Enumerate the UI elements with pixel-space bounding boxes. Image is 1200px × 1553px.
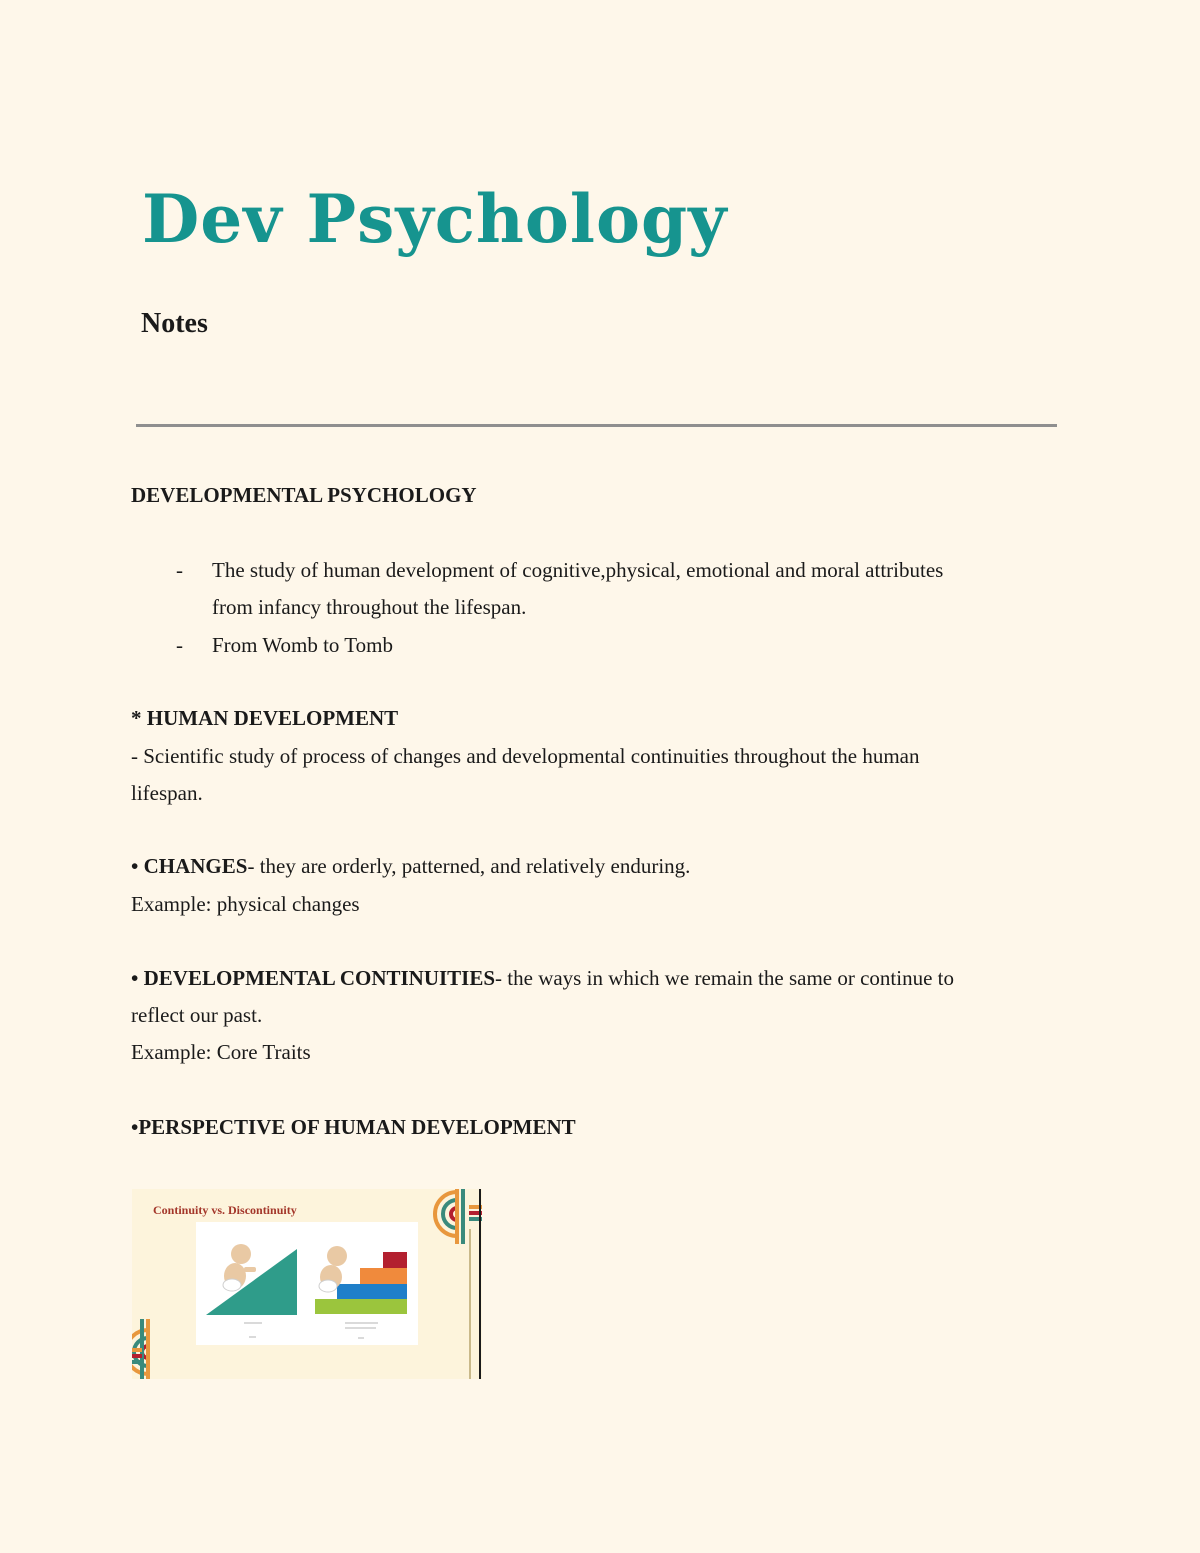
paragraph-line: reflect our past.	[131, 1003, 263, 1027]
changes-definition	[131, 848, 690, 885]
term-text: - the ways in which we remain the same or continue to	[495, 966, 954, 990]
example-line: Example: Core Traits	[131, 1040, 311, 1064]
term-label: • DEVELOPMENTAL CONTINUITIES	[131, 966, 496, 990]
document-title: Dev Psychology	[142, 180, 728, 258]
list-item-text-line: From Womb to Tomb	[212, 633, 394, 657]
list-dash: -	[176, 558, 183, 582]
continuities-definition	[131, 960, 954, 997]
paragraph-line: lifespan.	[131, 781, 203, 805]
list-item-text-line: from infancy throughout the lifespan.	[212, 595, 527, 619]
decorative-ornament-top	[435, 1189, 482, 1244]
stair-step-3	[360, 1268, 407, 1284]
example-line: Example: physical changes	[131, 892, 360, 916]
term-label: • CHANGES	[131, 854, 248, 878]
section-heading-developmental-psychology: DEVELOPMENTAL PSYCHOLOGY	[131, 483, 477, 507]
section-heading-perspective: •PERSPECTIVE OF HUMAN DEVELOPMENT	[131, 1115, 576, 1139]
paragraph-line: - Scientific study of process of changes and developmental continuities throughout the human	[131, 744, 920, 768]
section-heading-human-development: * HUMAN DEVELOPMENT	[131, 706, 399, 730]
term-text: - they are orderly, patterned, and relatively enduring.	[247, 854, 691, 878]
figure-title: Continuity vs. Discontinuity	[153, 1203, 297, 1217]
list-dash: -	[176, 633, 183, 657]
stair-step-4	[383, 1252, 407, 1268]
list-item-text-line: The study of human development of cognitive,physical, emotional and moral attributes	[212, 558, 944, 582]
decorative-ornament-bottom	[132, 1319, 148, 1379]
figure-illustration	[132, 1189, 482, 1379]
document-subtitle: Notes	[141, 308, 208, 339]
continuity-discontinuity-figure	[132, 1189, 482, 1379]
horizontal-divider	[136, 424, 1057, 427]
stair-step-1	[315, 1299, 407, 1314]
stair-step-2	[337, 1284, 407, 1299]
